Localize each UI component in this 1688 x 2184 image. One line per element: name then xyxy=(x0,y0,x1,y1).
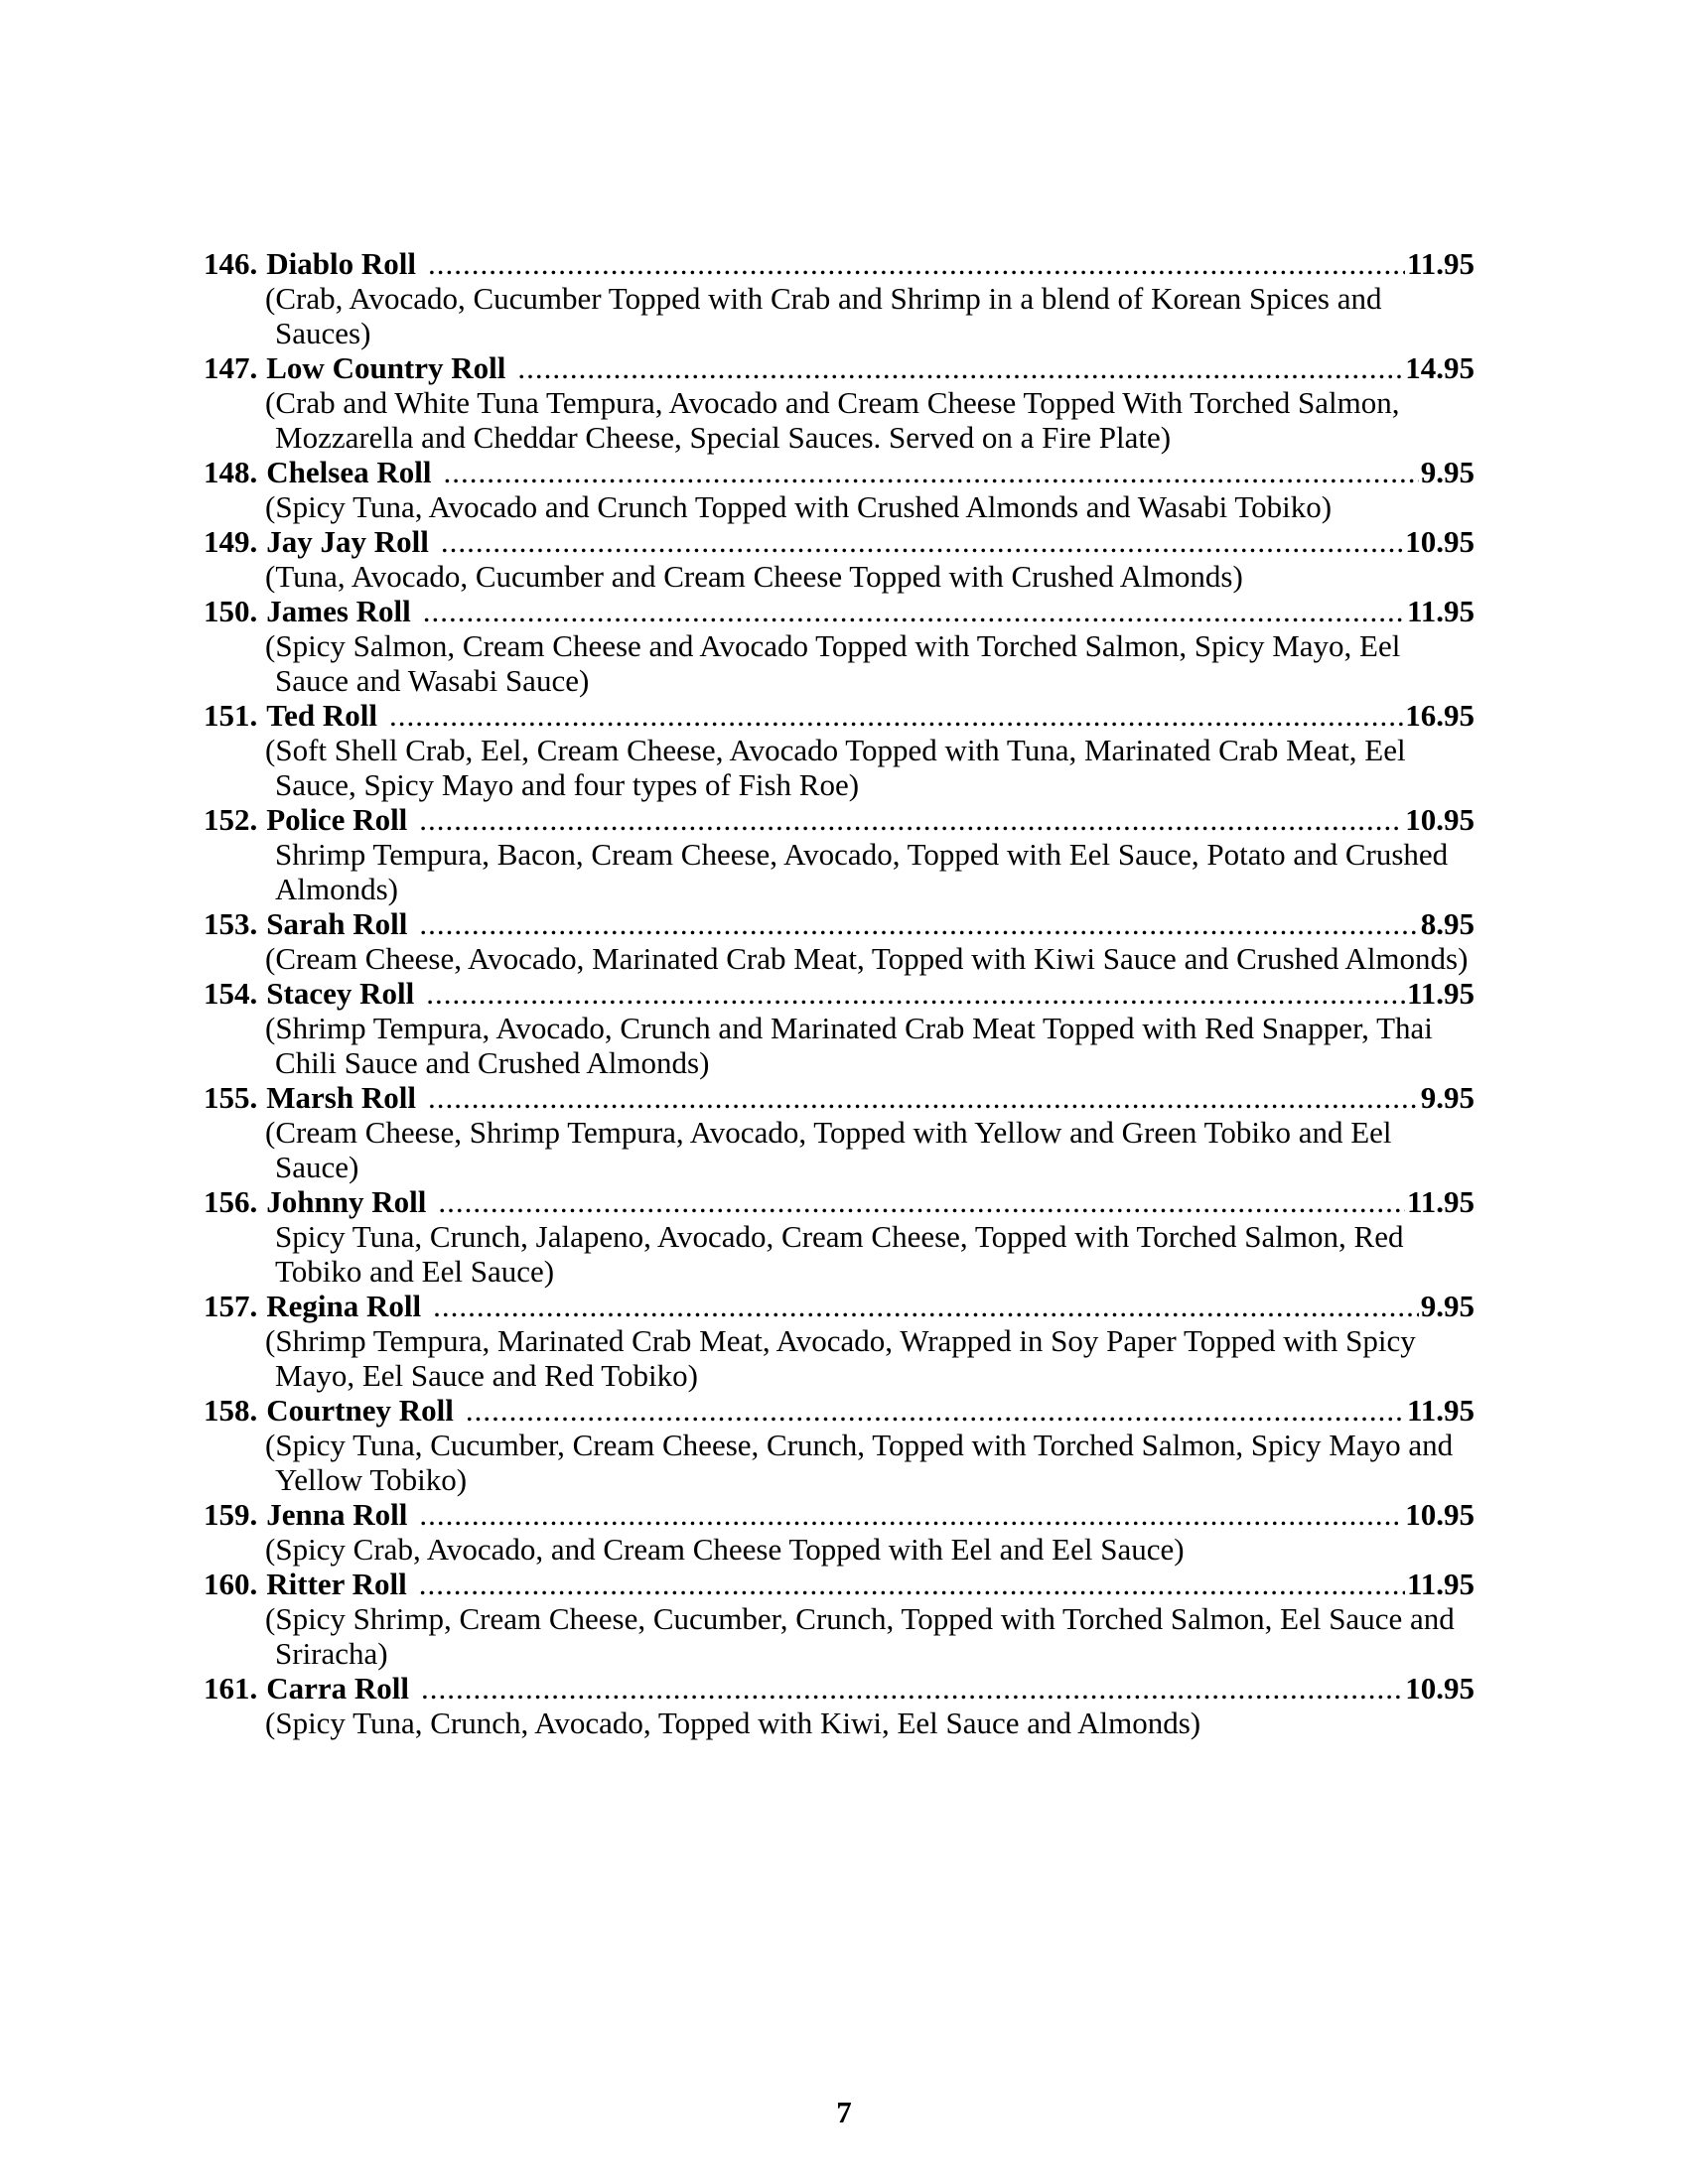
page-number: 7 xyxy=(836,2095,852,2129)
item-price: 10.95 xyxy=(1405,1497,1475,1532)
item-number: 161. xyxy=(204,1671,258,1706)
item-number: 153. xyxy=(204,906,258,941)
item-name: Jay Jay Roll xyxy=(266,524,429,559)
item-heading xyxy=(204,802,1475,837)
item-heading xyxy=(204,976,1475,1011)
item-number: 150. xyxy=(204,594,258,628)
menu-item xyxy=(204,1497,1475,1567)
dot-leader xyxy=(419,802,1403,837)
item-heading xyxy=(204,1567,1475,1601)
item-name: Diablo Roll xyxy=(266,246,416,281)
dot-leader xyxy=(419,1567,1405,1601)
item-number: 154. xyxy=(204,976,258,1011)
item-number: 155. xyxy=(204,1080,258,1115)
item-price: 11.95 xyxy=(1406,594,1475,628)
item-description: (Spicy Tuna, Crunch, Avocado, Topped with Kiwi, Eel Sauce and Almonds) xyxy=(265,1706,1201,1740)
item-description: Spicy Tuna, Crunch, Jalapeno, Avocado, Cream Cheese, Topped with Torched Salmon, Red Tobiko and Eel Sauce) xyxy=(275,1219,1404,1289)
item-name: Sarah Roll xyxy=(266,906,408,941)
dot-leader xyxy=(421,1671,1403,1706)
item-description: (Spicy Tuna, Avocado and Crunch Topped with Crushed Almonds and Wasabi Tobiko) xyxy=(265,489,1333,524)
item-name: Stacey Roll xyxy=(266,976,415,1011)
item-description: (Spicy Shrimp, Cream Cheese, Cucumber, Crunch, Topped with Torched Salmon, Eel Sauce and Sriracha) xyxy=(265,1601,1455,1671)
dot-leader xyxy=(423,594,1405,628)
item-heading xyxy=(204,524,1475,559)
dot-leader xyxy=(428,1080,1419,1115)
dot-leader xyxy=(441,524,1403,559)
menu-item xyxy=(204,802,1475,906)
item-number: 147. xyxy=(204,350,258,385)
item-number: 149. xyxy=(204,524,258,559)
dot-leader xyxy=(419,906,1418,941)
menu-item xyxy=(204,1080,1475,1184)
menu-item xyxy=(204,1393,1475,1497)
item-heading xyxy=(204,1671,1475,1706)
item-heading xyxy=(204,1289,1475,1323)
item-heading xyxy=(204,1080,1475,1115)
menu-item xyxy=(204,976,1475,1080)
dot-leader xyxy=(438,1184,1405,1219)
menu-item xyxy=(204,906,1475,976)
menu-item xyxy=(204,1567,1475,1671)
item-description: (Crab and White Tuna Tempura, Avocado and Cream Cheese Topped With Torched Salmon, Mozzarella and Cheddar Cheese, Special Sauces. Served on a Fire Plate) xyxy=(265,385,1400,455)
item-description: (Cream Cheese, Shrimp Tempura, Avocado, Topped with Yellow and Green Tobiko and Eel Sauce) xyxy=(265,1115,1392,1184)
menu-item xyxy=(204,1184,1475,1289)
item-name: James Roll xyxy=(266,594,411,628)
menu-item xyxy=(204,698,1475,802)
item-name: Courtney Roll xyxy=(266,1393,454,1428)
dot-leader xyxy=(389,698,1403,733)
dot-leader xyxy=(466,1393,1405,1428)
menu-item xyxy=(204,1289,1475,1393)
item-price: 11.95 xyxy=(1406,1393,1475,1428)
dot-leader xyxy=(433,1289,1419,1323)
item-name: Police Roll xyxy=(266,802,408,837)
item-heading xyxy=(204,1184,1475,1219)
item-heading xyxy=(204,246,1475,281)
item-heading xyxy=(204,594,1475,628)
menu-item xyxy=(204,524,1475,594)
item-price: 9.95 xyxy=(1420,1289,1475,1323)
item-description: (Spicy Crab, Avocado, and Cream Cheese Topped with Eel and Eel Sauce) xyxy=(265,1532,1185,1567)
item-name: Ritter Roll xyxy=(266,1567,407,1601)
item-number: 148. xyxy=(204,455,258,489)
item-description: (Shrimp Tempura, Avocado, Crunch and Marinated Crab Meat Topped with Red Snapper, Thai Chili Sauce and Crushed Almonds) xyxy=(265,1011,1433,1080)
item-number: 157. xyxy=(204,1289,258,1323)
item-number: 158. xyxy=(204,1393,258,1428)
dot-leader xyxy=(426,976,1405,1011)
item-number: 159. xyxy=(204,1497,258,1532)
item-number: 160. xyxy=(204,1567,258,1601)
dot-leader xyxy=(419,1497,1403,1532)
item-description: (Crab, Avocado, Cucumber Topped with Crab and Shrimp in a blend of Korean Spices and Sauces) xyxy=(265,281,1382,350)
item-description: (Shrimp Tempura, Marinated Crab Meat, Avocado, Wrapped in Soy Paper Topped with Spicy Mayo, Eel Sauce and Red Tobiko) xyxy=(265,1323,1416,1393)
menu-item xyxy=(204,1671,1475,1740)
item-price: 9.95 xyxy=(1420,1080,1475,1115)
item-price: 11.95 xyxy=(1406,976,1475,1011)
item-price: 10.95 xyxy=(1405,1671,1475,1706)
menu-item xyxy=(204,455,1475,524)
item-heading xyxy=(204,698,1475,733)
item-name: Low Country Roll xyxy=(266,350,506,385)
item-number: 151. xyxy=(204,698,258,733)
item-price: 14.95 xyxy=(1405,350,1475,385)
item-description: Shrimp Tempura, Bacon, Cream Cheese, Avocado, Topped with Eel Sauce, Potato and Crushed Almonds) xyxy=(275,837,1449,906)
item-price: 11.95 xyxy=(1406,246,1475,281)
menu-list xyxy=(204,246,1475,1740)
item-heading xyxy=(204,1497,1475,1532)
item-price: 9.95 xyxy=(1420,455,1475,489)
item-price: 10.95 xyxy=(1405,802,1475,837)
item-name: Johnny Roll xyxy=(266,1184,427,1219)
item-price: 8.95 xyxy=(1420,906,1475,941)
item-description: (Spicy Tuna, Cucumber, Cream Cheese, Crunch, Topped with Torched Salmon, Spicy Mayo and Yellow Tobiko) xyxy=(265,1428,1454,1497)
item-description: (Tuna, Avocado, Cucumber and Cream Cheese Topped with Crushed Almonds) xyxy=(265,559,1243,594)
item-number: 146. xyxy=(204,246,258,281)
item-price: 16.95 xyxy=(1405,698,1475,733)
item-heading xyxy=(204,350,1475,385)
item-heading xyxy=(204,1393,1475,1428)
menu-item xyxy=(204,350,1475,455)
item-name: Jenna Roll xyxy=(266,1497,408,1532)
item-price: 11.95 xyxy=(1406,1567,1475,1601)
item-description: (Soft Shell Crab, Eel, Cream Cheese, Avocado Topped with Tuna, Marinated Crab Meat, Eel Sauce, Spicy Mayo and four types of Fish Roe) xyxy=(265,733,1406,802)
menu-item xyxy=(204,246,1475,350)
item-name: Ted Roll xyxy=(266,698,377,733)
item-name: Chelsea Roll xyxy=(266,455,432,489)
dot-leader xyxy=(443,455,1418,489)
item-heading xyxy=(204,455,1475,489)
item-number: 156. xyxy=(204,1184,258,1219)
item-price: 11.95 xyxy=(1406,1184,1475,1219)
item-description: (Spicy Salmon, Cream Cheese and Avocado Topped with Torched Salmon, Spicy Mayo, Eel Sauce and Wasabi Sauce) xyxy=(265,628,1401,698)
item-number: 152. xyxy=(204,802,258,837)
item-name: Carra Roll xyxy=(266,1671,410,1706)
dot-leader xyxy=(517,350,1403,385)
item-name: Regina Roll xyxy=(266,1289,422,1323)
item-price: 10.95 xyxy=(1405,524,1475,559)
item-description: (Cream Cheese, Avocado, Marinated Crab Meat, Topped with Kiwi Sauce and Crushed Almonds) xyxy=(265,941,1469,976)
menu-item xyxy=(204,594,1475,698)
item-name: Marsh Roll xyxy=(266,1080,416,1115)
item-heading xyxy=(204,906,1475,941)
dot-leader xyxy=(428,246,1405,281)
